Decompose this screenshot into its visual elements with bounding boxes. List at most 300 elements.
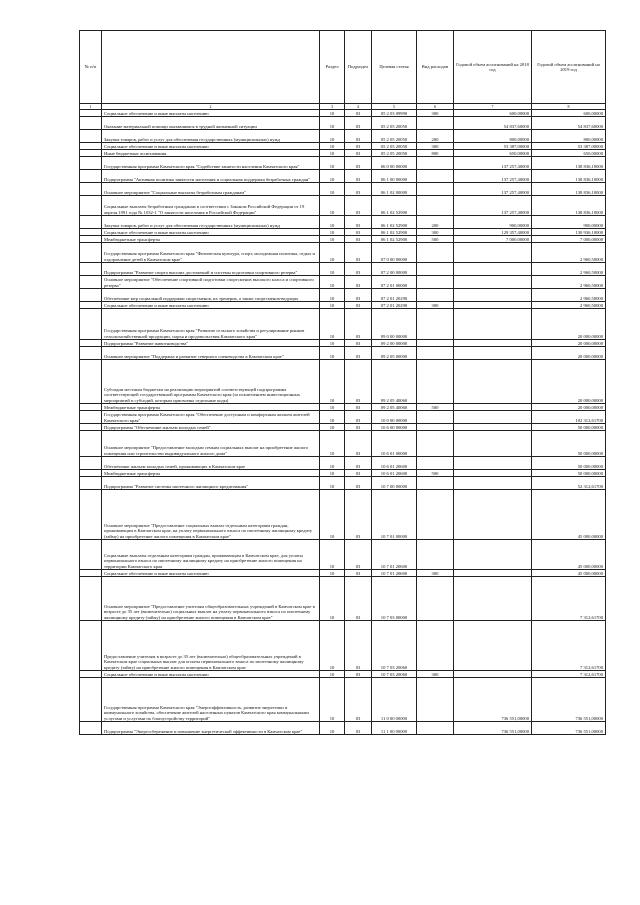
table-row [80, 722, 606, 735]
row-razdel-cell: 10 [320, 490, 345, 540]
row-2019-cell: 45 000,00000 [532, 490, 606, 540]
row-2018-cell: 736 551,00000 [454, 722, 532, 735]
row-2018-cell [454, 424, 532, 431]
row-razdel-cell: 10 [320, 302, 345, 309]
row-2019-cell: 7 312,61700 [532, 621, 606, 671]
table-row [80, 276, 606, 289]
row-razdel-cell: 10 [320, 196, 345, 216]
row-name-cell: Государственная программа Камчатского края "Энергоэффективность, развитие энергетики и коммунального хозяйства, обеспечение жителей населенных пунктов Камчатского края коммунальными услугами и услугами по благоустройству территорий" [102, 678, 320, 722]
row-expense-type-cell [417, 196, 454, 216]
row-2018-cell [454, 263, 532, 276]
row-razdel-cell: 10 [320, 621, 345, 671]
row-target-article-cell: 09 2 05 40060 [372, 360, 417, 404]
row-podrazdel-cell: 03 [345, 577, 372, 621]
row-podrazdel-cell: 03 [345, 477, 372, 490]
row-razdel-cell: 10 [320, 360, 345, 404]
row-target-article-cell: 10 6 01 20600 [372, 457, 417, 470]
row-name-cell: Социальные выплаты безработным гражданам в соответствии с Законом Российской Федерации от 19 апреля 1991 года № 1032-1 "О занятости населения в Российской Федерации" [102, 196, 320, 216]
table-body [80, 110, 606, 735]
row-target-article-cell: 07 2 01 00000 [372, 276, 417, 289]
row-razdel-cell: 10 [320, 477, 345, 490]
row-razdel-cell: 10 [320, 110, 345, 117]
row-number-cell [80, 243, 102, 263]
row-podrazdel-cell: 03 [345, 360, 372, 404]
row-razdel-cell: 10 [320, 411, 345, 424]
row-podrazdel-cell: 03 [345, 309, 372, 340]
table-row [80, 110, 606, 117]
row-target-article-cell: 07 2 00 00000 [372, 263, 417, 276]
row-name-cell: Основное мероприятие "Обеспечение спортивной подготовки спортсменов высокого класса и спортивного резерва" [102, 276, 320, 289]
row-2018-cell: 129 357,40000 [454, 229, 532, 236]
row-razdel-cell: 10 [320, 236, 345, 243]
row-target-article-cell: 06 1 02 52900 [372, 236, 417, 243]
row-razdel-cell: 10 [320, 678, 345, 722]
row-number-cell [80, 360, 102, 404]
row-razdel-cell: 10 [320, 722, 345, 735]
table-row [80, 196, 606, 216]
row-2019-cell: 50 000,00000 [532, 431, 606, 457]
row-name-cell: Подпрограмма "Развитие животноводства" [102, 340, 320, 347]
row-name-cell: Государственная программа Камчатского края "Обеспечение доступным и комфортным жильем жителей Камчатского края" [102, 411, 320, 424]
row-2019-cell: 138 836,10000 [532, 196, 606, 216]
row-target-article-cell: 10 6 00 00000 [372, 424, 417, 431]
row-razdel-cell: 10 [320, 309, 345, 340]
column-number: 2 [102, 104, 320, 110]
row-number-cell [80, 130, 102, 143]
row-podrazdel-cell: 03 [345, 117, 372, 130]
row-name-cell: Предоставление учителям в возрасте до 35 лет (включительно) общеобразовательных учреждений в Камчатском крае социальных выплат для оплаты первоначального взноса по ипотечному жилищному кредиту (займу) на приобретение жилого помещения в Камчатском крае [102, 621, 320, 671]
header-2018: Годовой объем ассигнований на 2018 год [454, 31, 532, 104]
row-expense-type-cell [417, 157, 454, 170]
row-target-article-cell: 10 6 01 00000 [372, 431, 417, 457]
row-razdel-cell: 10 [320, 183, 345, 196]
row-number-cell [80, 540, 102, 570]
row-2019-cell: 138 836,10000 [532, 157, 606, 170]
header-razdel: Раздел [320, 31, 345, 104]
row-2019-cell: 7 000,00000 [532, 236, 606, 243]
row-number-cell [80, 577, 102, 621]
table-row [80, 263, 606, 276]
row-target-article-cell: 06 0 00 00000 [372, 157, 417, 170]
row-2019-cell: 45 000,00000 [532, 540, 606, 570]
row-2018-cell: 54 837,60000 [454, 117, 532, 130]
row-number-cell [80, 457, 102, 470]
column-number: 7 [454, 104, 532, 110]
row-podrazdel-cell: 03 [345, 347, 372, 360]
row-name-cell: Межбюджетные трансферты [102, 236, 320, 243]
row-2019-cell: 2 960,50000 [532, 276, 606, 289]
row-name-cell: Государственная программа Камчатского края "Физическая культура, спорт, молодежная политика, отдых и оздоровление детей в Камчатском крае" [102, 243, 320, 263]
row-podrazdel-cell: 03 [345, 424, 372, 431]
row-expense-type-cell: 800 [417, 150, 454, 157]
row-expense-type-cell [417, 170, 454, 183]
row-podrazdel-cell: 03 [345, 216, 372, 229]
row-name-cell: Основное мероприятие "Поддержка и развитие северного оленеводства в Камчатском крае" [102, 347, 320, 360]
table-row [80, 411, 606, 424]
row-2019-cell: 2 960,50000 [532, 289, 606, 302]
column-number: 4 [345, 104, 372, 110]
row-podrazdel-cell: 03 [345, 678, 372, 722]
row-razdel-cell: 10 [320, 577, 345, 621]
row-number-cell [80, 477, 102, 490]
row-2019-cell: 102 312,61700 [532, 411, 606, 424]
row-name-cell: Межбюджетные трансферты [102, 470, 320, 477]
row-razdel-cell: 10 [320, 289, 345, 302]
row-target-article-cell: 05 2 03 09990 [372, 110, 417, 117]
row-2018-cell: 7 000,00000 [454, 236, 532, 243]
row-number-cell [80, 678, 102, 722]
row-expense-type-cell [417, 309, 454, 340]
row-target-article-cell: 10 7 01 20600 [372, 570, 417, 577]
table-row [80, 150, 606, 157]
row-2019-cell: 800,00000 [532, 130, 606, 143]
row-podrazdel-cell: 03 [345, 150, 372, 157]
row-2018-cell [454, 411, 532, 424]
row-2019-cell: 736 551,00000 [532, 722, 606, 735]
row-2019-cell: 45 000,00000 [532, 570, 606, 577]
row-name-cell: Социальное обеспечение и иные выплаты населению [102, 110, 320, 117]
row-expense-type-cell [417, 490, 454, 540]
row-podrazdel-cell: 03 [345, 411, 372, 424]
row-name-cell: Социальное обеспечение и иные выплаты населению [102, 570, 320, 577]
row-razdel-cell: 10 [320, 276, 345, 289]
table-row [80, 236, 606, 243]
row-podrazdel-cell: 03 [345, 431, 372, 457]
row-2018-cell: 650,00000 [454, 150, 532, 157]
row-razdel-cell: 10 [320, 243, 345, 263]
table-row [80, 130, 606, 143]
row-podrazdel-cell: 03 [345, 404, 372, 411]
row-target-article-cell: 09 2 00 00000 [372, 340, 417, 347]
row-number-cell [80, 229, 102, 236]
row-name-cell: Межбюджетные трансферты [102, 404, 320, 411]
row-name-cell: Обеспечение жильем молодых семей, проживающих в Камчатском крае [102, 457, 320, 470]
row-razdel-cell: 10 [320, 216, 345, 229]
row-target-article-cell: 09 2 05 40060 [372, 404, 417, 411]
row-expense-type-cell: 500 [417, 236, 454, 243]
row-name-cell: Социальные выплаты отдельным категориям граждан, проживающим в Камчатском крае, для уплаты первоначального взноса по ипотечному жилищному кредиту на приобретение жилого помещения на территории Камчатского края [102, 540, 320, 570]
row-podrazdel-cell: 03 [345, 621, 372, 671]
row-name-cell: Основное мероприятие "Предоставление учителям общеобразовательных учреждений в Камчатском крае в возрасте до 35 лет (включительно) социальных выплат на уплату первоначального взноса по ипотечному жилищному кредиту (займу) на приобретение жилого помещения в Камчатском крае" [102, 577, 320, 621]
row-target-article-cell: 05 2 05 20050 [372, 117, 417, 130]
table-row [80, 577, 606, 621]
row-podrazdel-cell: 03 [345, 457, 372, 470]
row-razdel-cell: 10 [320, 347, 345, 360]
row-2019-cell: 20 000,00000 [532, 347, 606, 360]
table-row [80, 289, 606, 302]
row-target-article-cell: 07 0 00 00000 [372, 243, 417, 263]
row-name-cell: Государственная программа Камчатского края "Содействие занятости населения Камчатского края" [102, 157, 320, 170]
row-2018-cell [454, 309, 532, 340]
table-row [80, 157, 606, 170]
row-podrazdel-cell: 03 [345, 490, 372, 540]
row-expense-type-cell: 300 [417, 302, 454, 309]
row-expense-type-cell [417, 276, 454, 289]
row-expense-type-cell [417, 360, 454, 404]
row-razdel-cell: 10 [320, 143, 345, 150]
row-razdel-cell: 10 [320, 404, 345, 411]
row-2019-cell: 138 836,10000 [532, 183, 606, 196]
row-number-cell [80, 117, 102, 130]
row-number-cell [80, 470, 102, 477]
row-podrazdel-cell: 03 [345, 722, 372, 735]
row-2018-cell [454, 490, 532, 540]
row-razdel-cell: 10 [320, 340, 345, 347]
table-row [80, 470, 606, 477]
table-row [80, 431, 606, 457]
row-expense-type-cell: 300 [417, 671, 454, 678]
row-2019-cell: 2 960,50000 [532, 302, 606, 309]
row-2019-cell: 20 000,00000 [532, 360, 606, 404]
row-2018-cell [454, 243, 532, 263]
row-name-cell: Оказание материальной помощи оказавшимся в трудной жизненной ситуации [102, 117, 320, 130]
row-expense-type-cell [417, 477, 454, 490]
table-row [80, 216, 606, 229]
row-2019-cell: 900,00000 [532, 216, 606, 229]
row-2019-cell: 138 836,10000 [532, 170, 606, 183]
row-2018-cell [454, 477, 532, 490]
row-number-cell [80, 150, 102, 157]
table-row [80, 229, 606, 236]
row-name-cell: Подпрограмма "Развитие спорта высших достижений и системы подготовки спортивного резерва" [102, 263, 320, 276]
row-number-cell [80, 157, 102, 170]
row-expense-type-cell: 500 [417, 404, 454, 411]
row-name-cell: Основное мероприятие "Социальные выплаты безработным гражданам" [102, 183, 320, 196]
row-2018-cell [454, 360, 532, 404]
row-razdel-cell: 10 [320, 457, 345, 470]
row-target-article-cell: 06 1 02 52900 [372, 229, 417, 236]
row-expense-type-cell [417, 289, 454, 302]
row-2018-cell: 600,00000 [454, 110, 532, 117]
row-2019-cell: 7 312,61700 [532, 671, 606, 678]
row-number-cell [80, 263, 102, 276]
row-target-article-cell: 11 1 00 00000 [372, 722, 417, 735]
row-expense-type-cell [417, 540, 454, 570]
row-target-article-cell: 09 0 00 00000 [372, 309, 417, 340]
row-target-article-cell: 05 2 05 20050 [372, 130, 417, 143]
row-number-cell [80, 722, 102, 735]
row-2018-cell: 137 257,40000 [454, 157, 532, 170]
row-2019-cell: 2 960,50000 [532, 243, 606, 263]
table-row [80, 404, 606, 411]
row-number-cell [80, 411, 102, 424]
row-expense-type-cell: 300 [417, 110, 454, 117]
row-expense-type-cell [417, 340, 454, 347]
row-expense-type-cell [417, 457, 454, 470]
row-number-cell [80, 431, 102, 457]
header-name [102, 31, 320, 104]
row-expense-type-cell [417, 424, 454, 431]
row-expense-type-cell: 200 [417, 216, 454, 229]
row-2019-cell: 7 312,61700 [532, 577, 606, 621]
row-target-article-cell: 10 7 03 00000 [372, 577, 417, 621]
table-row [80, 490, 606, 540]
row-number-cell [80, 671, 102, 678]
table-row [80, 457, 606, 470]
row-2018-cell: 137 257,40000 [454, 183, 532, 196]
table-row [80, 143, 606, 150]
row-target-article-cell: 07 2 01 20290 [372, 302, 417, 309]
row-podrazdel-cell: 03 [345, 183, 372, 196]
row-target-article-cell: 05 2 05 20050 [372, 143, 417, 150]
column-number: 6 [417, 104, 454, 110]
row-2019-cell: 600,00000 [532, 110, 606, 117]
row-target-article-cell: 06 1 00 00000 [372, 170, 417, 183]
column-number: 3 [320, 104, 345, 110]
row-podrazdel-cell: 03 [345, 157, 372, 170]
row-podrazdel-cell: 03 [345, 470, 372, 477]
row-2019-cell: 53 387,00000 [532, 143, 606, 150]
row-name-cell: Иные бюджетные ассигнования [102, 150, 320, 157]
row-razdel-cell: 10 [320, 424, 345, 431]
row-number-cell [80, 404, 102, 411]
row-2018-cell [454, 289, 532, 302]
column-number: 1 [80, 104, 102, 110]
row-name-cell: Подпрограмма "Развитие системы ипотечного жилищного кредитования" [102, 477, 320, 490]
header-2019: Годовой объем ассигнований на 2019 год [532, 31, 606, 104]
row-target-article-cell: 10 7 00 00000 [372, 477, 417, 490]
row-target-article-cell: 10 0 00 00000 [372, 411, 417, 424]
table-row [80, 340, 606, 347]
row-razdel-cell: 10 [320, 117, 345, 130]
row-expense-type-cell [417, 263, 454, 276]
row-podrazdel-cell: 03 [345, 236, 372, 243]
row-2018-cell: 137 257,40000 [454, 196, 532, 216]
table-row [80, 360, 606, 404]
row-name-cell: Обеспечение мер социальной поддержки спортсменов, их тренеров, а также спортсменов-ведущих [102, 289, 320, 302]
row-2019-cell: 736 551,00000 [532, 678, 606, 722]
row-expense-type-cell: 300 [417, 229, 454, 236]
table-row [80, 243, 606, 263]
row-2019-cell: 50 000,00000 [532, 457, 606, 470]
row-2018-cell [454, 347, 532, 360]
row-2018-cell: 53 387,00000 [454, 143, 532, 150]
table-row [80, 183, 606, 196]
row-razdel-cell: 10 [320, 170, 345, 183]
table-row [80, 671, 606, 678]
row-podrazdel-cell: 03 [345, 263, 372, 276]
row-target-article-cell: 10 7 03 20060 [372, 621, 417, 671]
row-number-cell [80, 302, 102, 309]
row-podrazdel-cell: 03 [345, 570, 372, 577]
row-number-cell [80, 170, 102, 183]
table-row [80, 621, 606, 671]
row-podrazdel-cell: 03 [345, 143, 372, 150]
row-2018-cell: 900,00000 [454, 216, 532, 229]
row-podrazdel-cell: 03 [345, 130, 372, 143]
row-2018-cell [454, 404, 532, 411]
row-razdel-cell: 10 [320, 229, 345, 236]
row-name-cell: Подпрограмма "Активная политика занятости населения и социальная поддержка безработных граждан" [102, 170, 320, 183]
row-podrazdel-cell: 03 [345, 110, 372, 117]
row-number-cell [80, 143, 102, 150]
header-number: № п/п [80, 31, 102, 104]
row-number-cell [80, 309, 102, 340]
table-row [80, 424, 606, 431]
row-number-cell [80, 424, 102, 431]
row-2019-cell: 54 837,60000 [532, 117, 606, 130]
row-podrazdel-cell: 03 [345, 276, 372, 289]
row-2019-cell: 20 000,00000 [532, 404, 606, 411]
row-podrazdel-cell: 03 [345, 243, 372, 263]
table-row [80, 570, 606, 577]
row-target-article-cell: 10 7 01 20600 [372, 540, 417, 570]
table-row [80, 117, 606, 130]
table-row [80, 477, 606, 490]
row-razdel-cell: 10 [320, 130, 345, 143]
column-number: 5 [372, 104, 417, 110]
row-name-cell: Подпрограмма "Энергосбережение и повышение энергетической эффективности в Камчатском крае" [102, 722, 320, 735]
row-number-cell [80, 183, 102, 196]
row-expense-type-cell [417, 347, 454, 360]
row-name-cell: Закупка товаров, работ и услуг для обеспечения государственных (муниципальных) нужд [102, 216, 320, 229]
row-2018-cell [454, 570, 532, 577]
row-expense-type-cell: 300 [417, 143, 454, 150]
budget-table [79, 30, 606, 735]
header-podrazdel: Подраздел [345, 31, 372, 104]
row-expense-type-cell: 200 [417, 130, 454, 143]
row-name-cell: Социальное обеспечение и иные выплаты населению [102, 671, 320, 678]
row-razdel-cell: 10 [320, 157, 345, 170]
row-podrazdel-cell: 03 [345, 289, 372, 302]
row-2018-cell [454, 276, 532, 289]
row-expense-type-cell [417, 117, 454, 130]
row-name-cell: Социальное обеспечение и иные выплаты населению [102, 143, 320, 150]
row-2018-cell: 137 257,40000 [454, 170, 532, 183]
row-podrazdel-cell: 03 [345, 170, 372, 183]
row-2019-cell: 50 000,00000 [532, 470, 606, 477]
row-expense-type-cell [417, 577, 454, 621]
row-target-article-cell: 06 1 02 52900 [372, 196, 417, 216]
row-number-cell [80, 347, 102, 360]
row-number-cell [80, 236, 102, 243]
row-number-cell [80, 110, 102, 117]
row-number-cell [80, 276, 102, 289]
row-razdel-cell: 10 [320, 570, 345, 577]
row-2018-cell [454, 431, 532, 457]
table-row [80, 302, 606, 309]
row-number-cell [80, 490, 102, 540]
row-number-cell [80, 289, 102, 302]
row-2018-cell [454, 540, 532, 570]
row-razdel-cell: 10 [320, 540, 345, 570]
row-expense-type-cell [417, 722, 454, 735]
row-target-article-cell: 07 2 01 20290 [372, 289, 417, 302]
row-podrazdel-cell: 03 [345, 540, 372, 570]
row-podrazdel-cell: 03 [345, 229, 372, 236]
row-number-cell [80, 216, 102, 229]
header-target-article: Целевая статья [372, 31, 417, 104]
row-podrazdel-cell: 03 [345, 196, 372, 216]
row-expense-type-cell [417, 621, 454, 671]
row-number-cell [80, 196, 102, 216]
row-2019-cell: 20 000,00000 [532, 309, 606, 340]
row-target-article-cell: 06 1 02 00000 [372, 183, 417, 196]
row-podrazdel-cell: 03 [345, 340, 372, 347]
row-expense-type-cell: 300 [417, 570, 454, 577]
table-row [80, 678, 606, 722]
row-name-cell: Закупка товаров, работ и услуг для обеспечения государственных (муниципальных) нужд [102, 130, 320, 143]
row-name-cell: Подпрограмма "Обеспечение жильем молодых семей" [102, 424, 320, 431]
row-razdel-cell: 10 [320, 671, 345, 678]
row-2019-cell: 2 960,50000 [532, 263, 606, 276]
row-expense-type-cell [417, 431, 454, 457]
row-number-cell [80, 621, 102, 671]
row-number-cell [80, 340, 102, 347]
row-target-article-cell: 10 7 01 00000 [372, 490, 417, 540]
table-row [80, 540, 606, 570]
row-target-article-cell: 10 7 03 20060 [372, 671, 417, 678]
